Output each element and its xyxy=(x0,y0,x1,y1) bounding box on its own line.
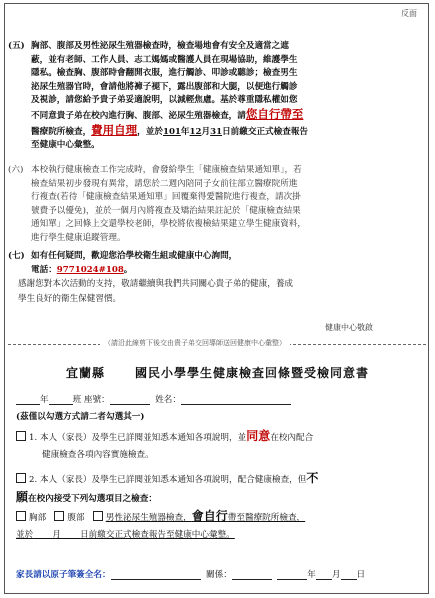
thanks-line: 學生良好的衛生保健習慣。 xyxy=(18,294,122,304)
thanks-paragraph xyxy=(18,277,413,307)
deadline-year: 101 xyxy=(162,126,181,137)
option-2: 2. 本人（家長）及學生已詳閱並知悉本通知各項說明，配合健康檢查，但不 願在校內接受下列勾選項目之檢查： 胸部 腹部 男性泌尿生殖器檢查，會自行帶至醫療院所檢查， 並於 月 日前繳交正式檢查報告至健康中心彙整。 xyxy=(16,470,421,544)
section-6-line: 進行學生健康追蹤管理。 xyxy=(31,232,126,243)
not-text: 不 xyxy=(306,471,319,485)
relation-field[interactable] xyxy=(232,569,272,580)
agree-text: 同意 xyxy=(246,429,271,443)
section-5-line: 不同意貴子弟在校內進行胸、腹部、泌尿生殖器檢查，請您自行帶至 xyxy=(31,106,304,121)
sign-day-field[interactable] xyxy=(341,569,357,580)
option-1-checkbox[interactable] xyxy=(16,431,26,441)
deadline-day: 31 xyxy=(210,126,223,137)
sign-year-field[interactable] xyxy=(277,569,307,580)
option-2-checkbox[interactable] xyxy=(16,473,26,483)
page-side-mark: 反面 xyxy=(401,9,417,18)
section-6 xyxy=(8,164,408,246)
section-5-line: 至健康中心彙整。 xyxy=(31,140,100,151)
section-5-number: (五) xyxy=(8,41,25,51)
sign-month-field[interactable] xyxy=(316,569,332,580)
health-center-signoff: 健康中心敬啟 xyxy=(325,323,373,332)
phone-line: 電話：9771024#108。 xyxy=(31,264,133,275)
section-6-line: 檢查結果初步發現有異常，請您於二週內陪同子女前往部立醫療院所進 xyxy=(31,178,298,189)
parent-signature-field[interactable] xyxy=(111,569,201,580)
form-title xyxy=(0,364,435,381)
form-title-text: 國民小學學生健康檢查回條暨受檢同意書 xyxy=(135,366,370,380)
section-5-line: 蔽，並有老師、工作人員、志工媽媽或醫護人員在現場協助，維護學生 xyxy=(31,54,298,65)
option-1-line2: 健康檢查各項內容實施檢查。 xyxy=(42,450,154,460)
parent-signature-label: 家長請以原子筆簽全名： xyxy=(16,570,111,580)
self-take-form-text: 會自行 xyxy=(191,509,228,523)
urogenital-checkbox[interactable] xyxy=(93,511,103,521)
class-field[interactable] xyxy=(49,394,73,405)
section-6-number: (六) xyxy=(8,165,24,175)
option-2-deadline-line: 並於 月 日前繳交正式檢查報告至健康中心彙整。 xyxy=(16,530,235,540)
seat-number-field[interactable] xyxy=(110,394,150,405)
signature-line: 家長請以原子筆簽全名： 關係： 年 月 日 xyxy=(16,570,366,580)
willing-text: 願 xyxy=(16,490,29,504)
section-7-line: 如有任何疑問，歡迎您洽學校衛生組或健康中心詢問， xyxy=(31,251,238,261)
cut-line-instruction: （請沿此線剪下後交由貴子弟交回導師送回健康中心彙整） xyxy=(100,338,290,348)
grade-field[interactable] xyxy=(16,394,40,405)
section-6-line: 號費予以優免)，並於一個月內將複查及矯治結果註記於「健康檢查結果 xyxy=(31,205,301,216)
abdomen-checkbox[interactable] xyxy=(54,511,64,521)
self-take-text: 您自行帶至 xyxy=(245,106,304,121)
section-5-line: 泌尿生殖器官時，會請他將褲子褪下，露出腹部和大腿，以便進行觸診 xyxy=(31,81,298,92)
student-info-line: 年 班 座號： 姓名： xyxy=(16,393,291,405)
option-1: 1. 本人（家長）及學生已詳閱並知悉本通知各項說明，並同意在校內配合 健康檢查各項內容實施檢查。 xyxy=(16,428,421,464)
section-5-line: 及視診，請您給予貴子弟妥適說明，以減輕焦慮。基於尊重隱私權如您 xyxy=(31,95,298,106)
chest-checkbox[interactable] xyxy=(16,511,26,521)
section-5-line: 胸部、腹部及男性泌尿生殖器檢查時，檢查場地會有安全及適當之遮 xyxy=(31,41,289,51)
section-5-line: 醫療院所檢查，費用自理，並於101年12月31日前繳交正式檢查報告 xyxy=(31,122,309,137)
deadline-month: 12 xyxy=(189,126,202,137)
student-name-field[interactable] xyxy=(181,394,291,405)
section-6-line: 通知單」之回條上交還學校老師，學校將依複檢結果建立學生健康資料， xyxy=(31,219,307,230)
thanks-line: 感謝您對本次活動的支持，敬請繼續與我們共同關心貴子弟的健康，養成 xyxy=(18,279,294,289)
section-7-number: (七) xyxy=(8,251,25,261)
check-instruction: (茲僅以勾選方式請二者勾選其一) xyxy=(16,412,145,422)
section-5 xyxy=(8,40,408,153)
section-5-line: 隱私。檢查胸、腹部時會翻開衣服，進行觸診、叩診或聽診；檢查男生 xyxy=(31,68,298,79)
county-name: 宜蘭縣 xyxy=(65,366,105,380)
section-6-line: 行複查(若待「健康檢查結果通知單」回覆棄得愛醫院進行複查，請次掛 xyxy=(31,192,301,203)
section-6-line: 本校執行健康檢查工作完成時，會發給學生「健康檢查結果通知單」，若 xyxy=(31,165,302,175)
section-7 xyxy=(8,250,408,277)
phone-number: 9771024#108 xyxy=(56,264,124,275)
self-pay-text: 費用自理 xyxy=(91,122,138,137)
